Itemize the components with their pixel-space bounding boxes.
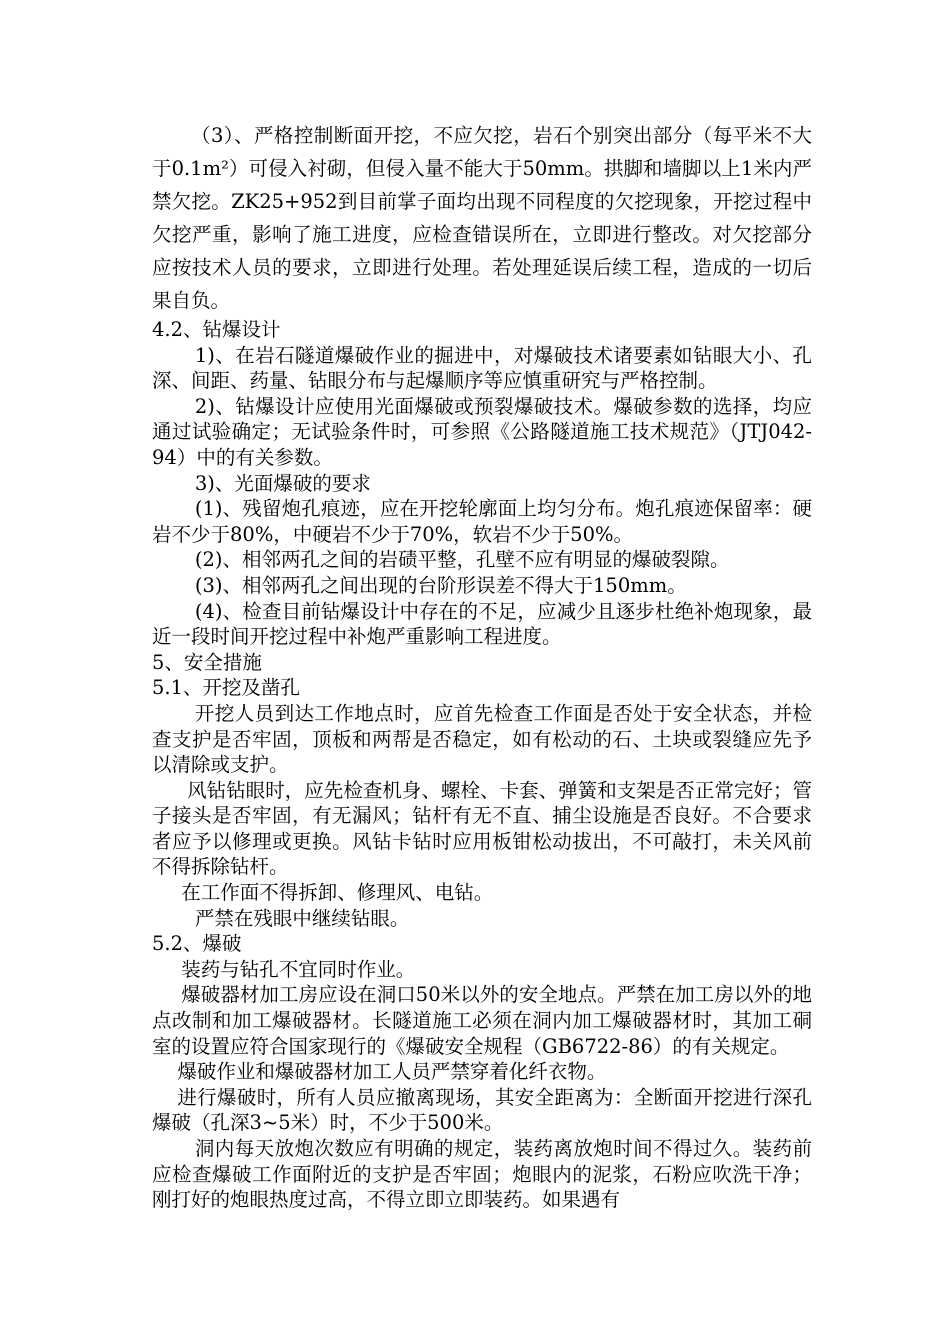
paragraph-step-error: (3)、相邻两孔之间出现的台阶形误差不得大于150mm。 [194, 573, 687, 597]
paragraph-pneumatic-drill: 风钻钻眼时，应先检查机身、螺栓、卡套、弹簧和支架是否正常完好；管子接头是否牢固，有无漏风；钻杆有无不直、捕尘设施是否良好。不合要求者应予以修理或更换。风钻卡钻时应用板钳松动拔出，不可敲打，未关风前不得拆除钻杆。 [152, 778, 812, 879]
heading-5: 5、安全措施 [152, 650, 262, 674]
paragraph-check-deficiencies: (4)、检查目前钻爆设计中存在的不足，应减少且逐步杜绝补炮现象，最近一段时间开挖过程中补炮严重影响工程进度。 [152, 599, 812, 649]
paragraph-excavation-workers: 开挖人员到达工作地点时，应首先检查工作面是否处于安全状态，并检查支护是否牢固，顶板和两帮是否稳定，如有松动的石、土块或裂缝应先予以清除或支护。 [152, 701, 812, 777]
paragraph-no-repair: 在工作面不得拆卸、修理风、电钻。 [181, 881, 494, 905]
heading-5-2: 5.2、爆破 [152, 932, 242, 956]
paragraph-explosive-room: 爆破器材加工房应设在洞口50米以外的安全地点。严禁在加工房以外的地点改制和加工爆破器材。长隧道施工必须在洞内加工爆破器材时，其加工硐室的设置应符合国家现行的《爆破安全规程（GB6722-86）的有关规定。 [152, 983, 812, 1058]
paragraph-drilling-elements: 1)、在岩石隧道爆破作业的掘进中，对爆破技术诸要素如钻眼大小、孔深、间距、药量、钻眼分布与起爆顺序等应慎重研究与严格控制。 [152, 343, 812, 393]
paragraph-adjacent-holes: (2)、相邻两孔之间的岩碛平整，孔壁不应有明显的爆破裂隙。 [194, 548, 730, 572]
heading-4-2: 4.2、钻爆设计 [152, 318, 281, 341]
paragraph-charging-drilling: 装药与钻孔不宜同时作业。 [181, 957, 416, 981]
heading-5-1: 5.1、开挖及凿孔 [152, 676, 301, 700]
paragraph-no-synthetic: 爆破作业和爆破器材加工人员严禁穿着化纤衣物。 [177, 1060, 607, 1084]
paragraph-excavation-control: （3）、严格控制断面开挖，不应欠挖，岩石个别突出部分（每平米不大于0.1m²）可侵入衬砌，但侵入量不能大于50mm。拱脚和墙脚以上1米内严禁欠挖。ZK25+952到目前掌子面均出现不同程度的欠挖现象，开挖过程中欠挖严重，影响了施工进度，应检查错误所在，立即进行整改。对欠挖部分应按技术人员的要求，立即进行处理。若处理延误后续工程，造成的一切后果自负。 [152, 124, 812, 312]
paragraph-smooth-blasting-requirements: 3)、光面爆破的要求 [194, 471, 371, 495]
paragraph-no-residual-drilling: 严禁在残眼中继续钻眼。 [194, 906, 410, 930]
paragraph-residual-holes: (1)、残留炮孔痕迹，应在开挖轮廓面上均匀分布。炮孔痕迹保留率：硬岩不少于80%，中硬岩不少于70%，软岩不少于50%。 [152, 497, 812, 546]
paragraph-smooth-blasting: 2)、钻爆设计应使用光面爆破或预裂爆破技术。爆破参数的选择，均应通过试验确定；无试验条件时，可参照《公路隧道施工技术规范》（JTJ042-94）中的有关参数。 [152, 394, 812, 469]
paragraph-blasting-frequency: 洞内每天放炮次数应有明确的规定，装药离放炮时间不得过久。装药前应检查爆破工作面附近的支护是否牢固；炮眼内的泥浆，石粉应吹洗干净；刚打好的炮眼热度过高，不得立即立即装药。如果遇有 [152, 1137, 812, 1212]
paragraph-safety-distance: 进行爆破时，所有人员应撤离现场，其安全距离为：全断面开挖进行深孔爆破（孔深3~5米）时，不少于500米。 [152, 1085, 812, 1135]
document-body [152, 119, 812, 1213]
